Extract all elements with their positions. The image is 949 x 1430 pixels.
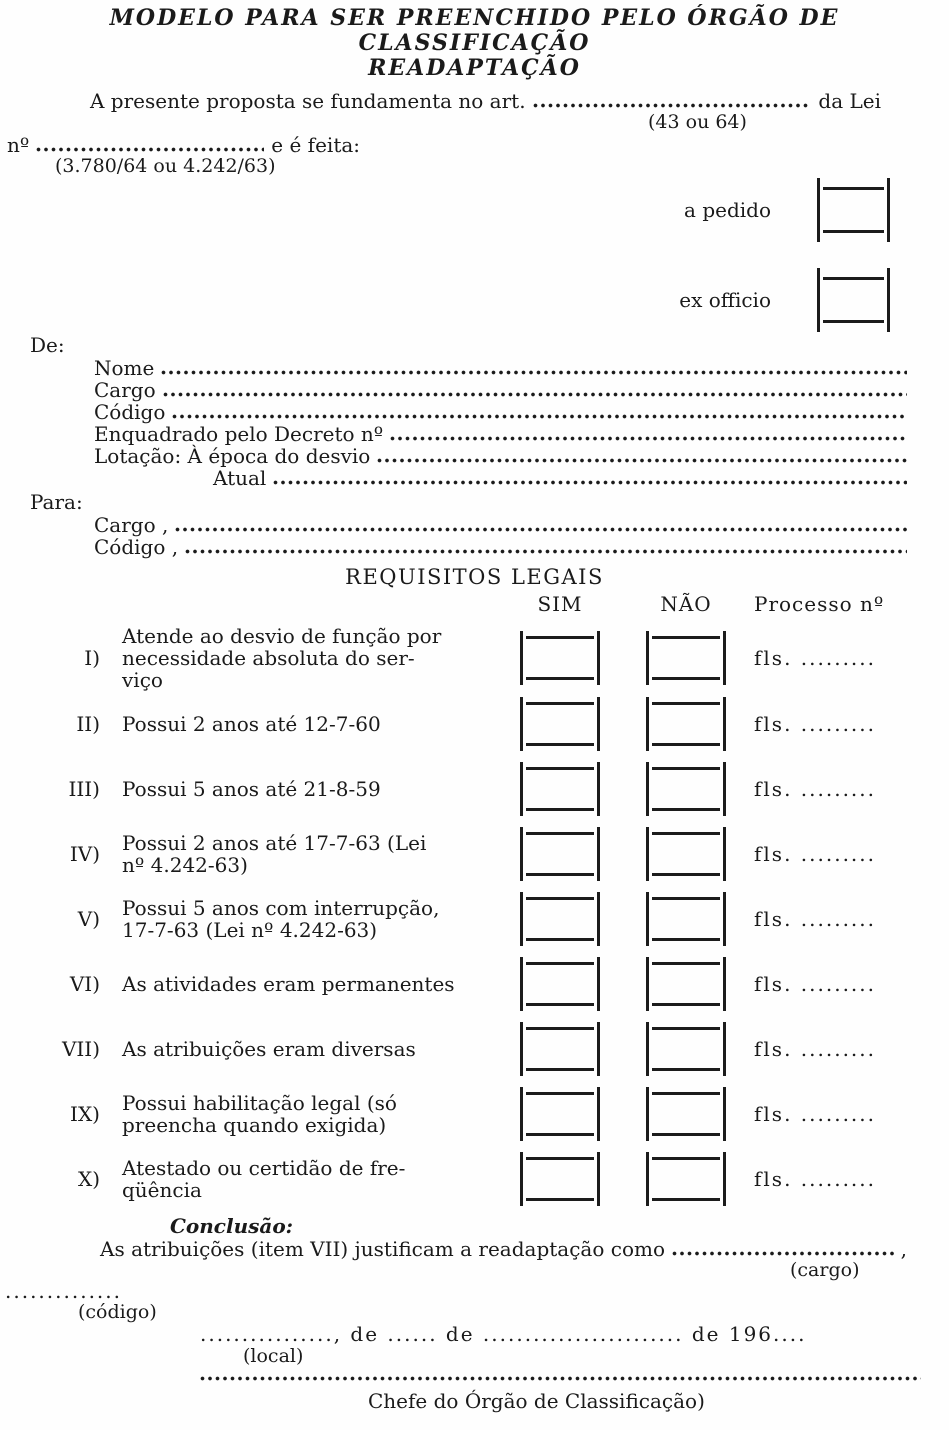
item-text-line: As atividades eram permanentes [122,971,455,996]
item-text-line: nº 4.242-63) [122,852,248,877]
mode-option-row [28,178,921,242]
item-text-line: preencha quando exigida) [122,1112,387,1137]
item-text-line: necessidade absoluta do ser- [122,646,415,670]
item-number: VI) [69,971,100,996]
para-fields [28,514,921,558]
form-field-line [213,467,921,489]
requisitos-column-headers [28,593,921,619]
cargo-note: (cargo) [790,1259,860,1281]
cargo-fill-line [672,1251,894,1256]
lei-note: (3.780/64 ou 4.242/63) [55,155,276,177]
numero-label: nº [7,133,30,157]
fls-label: fls. ......... [754,1036,876,1061]
date-fill-line: ................, de ...... de ........................ de 196.... [200,1322,807,1346]
item-text [100,832,520,876]
nao-checkbox[interactable] [646,827,726,881]
item-number: III) [68,776,100,801]
field-label: Código , [94,535,179,559]
dotted-fill-line [390,436,907,441]
item-text-line: Possui habilitação legal (só [122,1090,397,1115]
form-field-line [94,445,921,467]
requisito-row [28,625,921,691]
conclusao-text: As atribuições (item VII) justificam a readaptação como [100,1237,665,1261]
item-text [100,1157,520,1201]
mode-option-label: a pedido [684,198,771,222]
sim-checkbox[interactable] [520,631,600,685]
form-field-line [94,379,921,401]
requisito-row [28,691,921,756]
dotted-fill-line [273,480,907,485]
fls-label: fls. ......... [754,841,876,866]
requisito-row [28,756,921,821]
conclusao-line [100,1238,907,1260]
local-note: (local) [243,1345,304,1367]
dotted-fill-line [161,370,907,375]
item-number: V) [77,906,100,931]
lei-numero-fill-line [36,147,264,152]
item-number: VII) [61,1036,100,1061]
form-field-line [94,514,921,536]
item-number: II) [76,711,100,736]
item-number: I) [84,646,100,670]
codigo-note: (código) [78,1301,157,1323]
fls-label: fls. ......... [754,1101,876,1126]
requisitos-heading: REQUISITOS LEGAIS [345,565,604,589]
item-text [100,778,520,800]
sim-checkbox[interactable] [520,762,600,816]
requisito-row [28,886,921,951]
item-text-line: Possui 2 anos até 17-7-63 (Lei [122,830,427,855]
sim-column-header: SIM [537,592,583,616]
sim-checkbox[interactable] [520,892,600,946]
form-field-line [94,536,921,558]
fundamenta-text: A presente proposta se fundamenta no art. [90,89,526,113]
nao-checkbox[interactable] [646,957,726,1011]
sim-checkbox[interactable] [520,827,600,881]
field-label: Lotação: À época do desvio [94,444,371,468]
requisito-row [28,1016,921,1081]
fls-label: fls. ......... [754,776,876,801]
fls-label: fls. ......... [754,646,876,670]
item-text-line: Atende ao desvio de função por [122,624,442,648]
art-number-fill-line [533,103,812,108]
item-text-line: Possui 2 anos até 12-7-60 [122,711,381,736]
field-label: Atual [213,466,267,490]
sim-checkbox[interactable] [520,957,600,1011]
item-text-line: Atestado ou certidão de fre- [122,1155,406,1180]
item-text [100,713,520,735]
lei-numero-line [7,134,921,156]
nao-checkbox[interactable] [646,631,726,685]
fls-label: fls. ......... [754,906,876,931]
form-title-line2: READAPTAÇÃO [368,55,581,81]
item-text-line: Possui 5 anos até 21-8-59 [122,776,381,801]
sim-checkbox[interactable] [520,1152,600,1206]
requisito-row [28,821,921,886]
mode-option-row [28,268,921,332]
signature-fill-line [200,1376,921,1381]
requisitos-rows [28,625,921,1211]
da-lei-text: da Lei [818,89,881,113]
item-text [100,897,520,941]
item-text [100,973,520,995]
nao-checkbox[interactable] [646,1087,726,1141]
field-label: Código [94,400,166,424]
form-field-line [94,423,921,445]
fundamenta-line [90,90,881,112]
mode-option-label: ex officio [679,288,771,312]
item-text [100,625,520,691]
para-heading: Para: [30,490,83,514]
nao-checkbox[interactable] [646,892,726,946]
signature-caption: Chefe do Órgão de Classificação) [368,1389,705,1413]
sim-checkbox[interactable] [520,1087,600,1141]
de-heading: De: [30,333,65,357]
sim-checkbox[interactable] [520,1022,600,1076]
codigo-fill-line: .............. [5,1279,123,1303]
sim-checkbox[interactable] [520,697,600,751]
dotted-fill-line [172,414,907,419]
nao-checkbox[interactable] [646,1022,726,1076]
mode-options [28,178,921,332]
conclusao-comma: , [900,1237,907,1261]
nao-checkbox[interactable] [646,697,726,751]
item-number: IX) [70,1101,100,1126]
dotted-fill-line [175,527,907,532]
item-number: X) [77,1166,100,1191]
dotted-fill-line [377,458,907,463]
processo-column-header: Processo nº [754,592,885,616]
field-label: Cargo , [94,513,169,537]
item-text-line: qüência [122,1177,202,1202]
conclusao-heading: Conclusão: [170,1214,294,1238]
nao-checkbox[interactable] [646,1152,726,1206]
dotted-fill-line [163,392,907,397]
item-text-line: viço [122,668,163,692]
fls-label: fls. ......... [754,711,876,736]
requisito-row [28,1146,921,1211]
form-field-line [94,401,921,423]
item-text [100,1092,520,1136]
nao-column-header: NÃO [660,592,712,616]
item-text [100,1038,520,1060]
item-text-line: Possui 5 anos com interrupção, [122,895,440,920]
form-title-line1: MODELO PARA SER PREENCHIDO PELO ÓRGÃO DE CLASSIFICAÇÃO [109,5,840,56]
de-fields [28,357,921,489]
field-label: Nome [94,356,155,380]
fls-label: fls. ......... [754,971,876,996]
item-text-line: As atribuições eram diversas [122,1036,416,1061]
field-label: Cargo [94,378,156,402]
field-label: Enquadrado pelo Decreto nº [94,422,384,446]
item-number: IV) [69,841,100,866]
e-e-feita-text: e é feita: [271,133,361,157]
nao-checkbox[interactable] [646,762,726,816]
dotted-fill-line [185,549,907,554]
requisito-row [28,1081,921,1146]
item-text-line: 17-7-63 (Lei nº 4.242-63) [122,917,378,942]
art-note: (43 ou 64) [648,111,747,133]
form-field-line [94,357,921,379]
fls-label: fls. ......... [754,1166,876,1191]
a-pedido-checkbox[interactable] [817,178,890,242]
requisito-row [28,951,921,1016]
ex-officio-checkbox[interactable] [817,268,890,332]
